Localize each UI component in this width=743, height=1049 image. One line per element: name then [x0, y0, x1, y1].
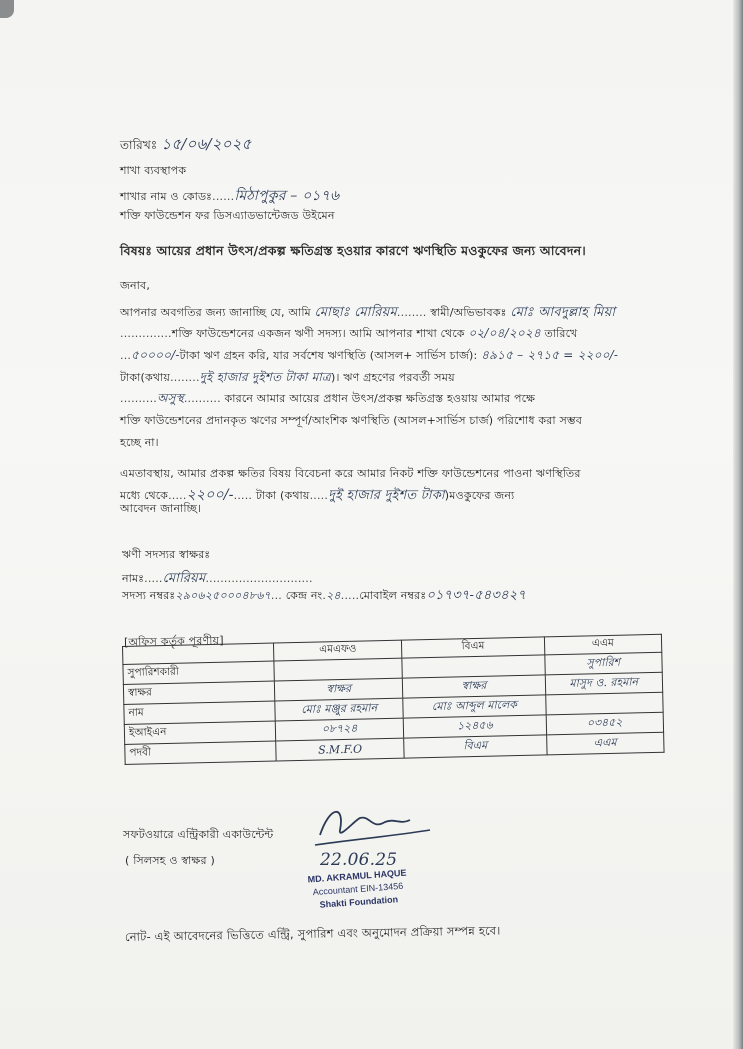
table-cell: [404, 735, 547, 758]
stamp-organization: Shakti Foundation: [319, 894, 399, 910]
mobile-label: মোবাইল নম্বরঃ: [359, 589, 427, 602]
stamp-title: Accountant EIN-13456: [312, 880, 404, 898]
para1-text-f: )। ঋণ গ্রহণের পরবর্তী সময়: [330, 371, 455, 384]
center-label: কেন্দ্র নং: [285, 589, 323, 602]
salutation: জনাব,: [120, 279, 151, 292]
organization-name: শক্তি ফাউন্ডেশন ফর ডিসএ্যাডভান্টেজড উইমেন: [120, 209, 335, 222]
para1-line5: ..........অসুস্থ.......... কারনে আমার আয়ের প্রধান উৎস/প্রকল্প ক্ষতিগ্রস্ত হওয়ায় আমার পক্ষে: [120, 390, 535, 410]
scan-corner-shadow: [0, 0, 14, 18]
branch-value: মিঠাপুকুর – ০১৭৬: [234, 188, 340, 204]
applicant-name: মোছাঃ মোরিয়ম: [314, 305, 397, 320]
member-id-label: সদস্য নম্বরঃ: [122, 589, 176, 602]
cell-value: মাসুদ ও. রহমান: [569, 675, 639, 690]
amount-in-words: দুই হাজার দুইশত টাকা মাত্র: [199, 370, 331, 384]
member-name-value: মোরিয়ম: [162, 571, 206, 586]
cell-value: S.M.F.O: [318, 742, 363, 757]
table-header-cell: বিএম: [402, 637, 545, 658]
accountant-stamp: [287, 865, 429, 914]
member-id-line: সদস্য নম্বরঃ২৯০৬২৫০০০৪৮৬৭... কেন্দ্র নং.২৪.....মোবাইল নম্বরঃ০১৭৩৭-৫৪৩৪২৭: [122, 586, 526, 607]
cell-value: স্বাক্ষর: [326, 681, 352, 696]
branch-line: শাখার নাম ও কোডঃ......মিঠাপুকুর – ০১৭৬: [120, 184, 339, 208]
office-approval-table: [122, 634, 665, 765]
cell-value: ০৩৪৫২: [586, 715, 623, 730]
branch-label: শাখার নাম ও কোডঃ: [120, 190, 213, 203]
row-label: পদবী: [125, 741, 276, 764]
member-signature-label: ঋণী সদস্যর স্বাক্ষরঃ: [122, 548, 211, 561]
row-label: স্বাক্ষর: [123, 681, 274, 704]
accountant-label: সফটওয়ারে এন্ট্রিকারী একাউন্টেন্ট: [123, 828, 274, 841]
table-cell: [276, 738, 405, 761]
cell-value: স্বাক্ষর: [461, 678, 487, 693]
para1-line6: শক্তি ফাউন্ডেশনের প্রদানকৃত ঋণের সম্পূর্ণ/আংশিক ঋণস্থিতি (আসল+সার্ভিস চার্জ) পরিশোধ করা সম্ভব: [120, 414, 583, 427]
para1-line7: হচ্ছে না।: [120, 436, 159, 449]
cell-value: মোঃ আব্দুল মালেক: [431, 698, 518, 713]
cell-value: ০৮৭২৪: [321, 721, 358, 736]
para1-line3: ...৫০০০০/-টাকা ঋণ গ্রহন করি, যার সর্বশেষ ঋণস্থিতি (আসল+ সার্ভিস চার্জ): ৪৯১৫ – ২৭১৫ = ২২০০/-: [120, 347, 618, 367]
loan-date: ০২/০৪/২০২৪: [468, 326, 541, 340]
para1-text-c: তারিখে: [544, 327, 578, 340]
date-line: [120, 133, 252, 158]
member-id-value: ২৯০৬২৫০০০৪৮৬৭: [175, 589, 271, 602]
table-header-cell: এমএফও: [273, 640, 402, 661]
row-label: সুপারিশকারী: [123, 661, 274, 684]
date-label: তারিখঃ: [120, 138, 158, 152]
para2-text-c: )মওকুফের জন্য: [444, 489, 515, 502]
para2-text-a: মধ্যে থেকে: [120, 489, 169, 502]
row-label: ইআইএন: [124, 721, 275, 744]
para2-text-b: টাকা (কথায়: [255, 489, 310, 502]
table-cell: [546, 712, 664, 735]
para1-text-b: শক্তি ফাউন্ডেশনের একজন ঋণী সদস্য। আমি আপনার শাখা থেকে: [171, 327, 465, 340]
para1-text-a: আপনার অবগতির জন্য জানাচ্ছি যে, আমি: [120, 306, 311, 319]
para2-line3: আবেদন জানাচ্ছি।: [120, 502, 202, 515]
table-cell: [546, 732, 664, 755]
guardian-name: মোঃ আবদুল্লাহ মিয়া: [510, 305, 616, 320]
date-value: ১৫/০৬/২০২৫: [161, 135, 252, 153]
mobile-value: ০১৭৩৭-৫৪৩৪২৭: [426, 588, 527, 603]
office-section-title: [অফিস কর্তৃক পূরণীয়]: [123, 633, 224, 650]
para1-text-e: টাকা(কথায়: [120, 371, 171, 384]
footer-note: নোট- এই আবেদনের ভিত্তিতে এন্ট্রি, সুপারিশ এবং অনুমোদন প্রক্রিয়া সম্পন্ন হবে।: [124, 923, 501, 944]
para2-line2: মধ্যে থেকে.....২২০০/-..... টাকা (কথায়.....দুই হাজার দুইশত টাকা)মওকুফের জন্য: [120, 483, 514, 507]
table-header-cell: এএম: [544, 634, 662, 655]
para1-line1: আপনার অবগতির জন্য জানাচ্ছি যে, আমি মোছাঃ মোরিয়ম........ স্বামী/অভিভাবকঃ মোঃ আবদুল্লাহ মিয়া: [120, 303, 615, 324]
member-name-label: নামঃ: [122, 572, 145, 585]
para1-text-g: কারনে আমার আয়ের প্রধান উৎস/প্রকল্প ক্ষতিগ্রস্ত হওয়ায় আমার পক্ষে: [224, 392, 536, 405]
cell-value: বিএম: [463, 738, 488, 753]
recipient-title: শাখা ব্যবস্থাপক: [120, 164, 187, 177]
cell-value: এএম: [593, 735, 617, 750]
table-cell: [545, 692, 663, 715]
cell-value: ১২৪৫৬: [456, 718, 493, 733]
table-cell: [545, 672, 663, 695]
cell-value: সুপারিশ: [586, 655, 621, 670]
page-edge-shadow: [733, 0, 743, 1049]
table-cell: [544, 652, 662, 675]
stamp-name: MD. AKRAMUL HAQUE: [307, 867, 407, 885]
para1-line4: টাকা(কথায়........দুই হাজার দুইশত টাকা মাত্র)। ঋণ গ্রহণের পরবর্তী সময়: [120, 369, 455, 389]
waiver-amount: ২২০০/-: [186, 487, 234, 503]
loan-amount: ৫০০০০/-: [131, 348, 180, 362]
accountant-seal-note: ( সিলসহ ও স্বাক্ষর ): [125, 854, 215, 867]
member-name-line: নামঃ.....মোরিয়ম.............................: [122, 569, 313, 590]
para1-text-d: টাকা ঋণ গ্রহন করি, যার সর্বশেষ ঋণস্থিতি (আসল+ সার্ভিস চার্জ):: [179, 349, 478, 362]
cell-value: মোঃ মঞ্জুর রহমান: [301, 701, 378, 716]
damage-reason: অসুস্থ: [156, 391, 184, 405]
para2-line1: এমতাবস্থায়, আমার প্রকল্প ক্ষতির বিষয় বিবেচনা করে আমার নিকট শক্তি ফাউন্ডেশনের পাওনা ঋণস্থিতির: [120, 467, 581, 480]
row-label: নাম: [124, 701, 275, 724]
waiver-in-words: দুই হাজার দুইশত টাকা: [328, 488, 445, 503]
center-value: ২৪: [326, 589, 341, 602]
outstanding-calc: ৪৯১৫ – ২৭১৫ = ২২০০/-: [481, 348, 619, 362]
accountant-sign-date: 22.06.25: [320, 850, 398, 870]
subject-line: বিষয়ঃ আয়ের প্রধান উৎস/প্রকল্প ক্ষতিগ্রস্ত হওয়ার কারণে ঋণস্থিতি মওকুফের জন্য আবেদন।: [120, 243, 586, 258]
para1-line2: ..............শক্তি ফাউন্ডেশনের একজন ঋণী সদস্য। আমি আপনার শাখা থেকে ০২/০৪/২০২৪ তারিখে: [120, 325, 577, 345]
guardian-label: স্বামী/অভিভাবকঃ: [430, 306, 507, 319]
